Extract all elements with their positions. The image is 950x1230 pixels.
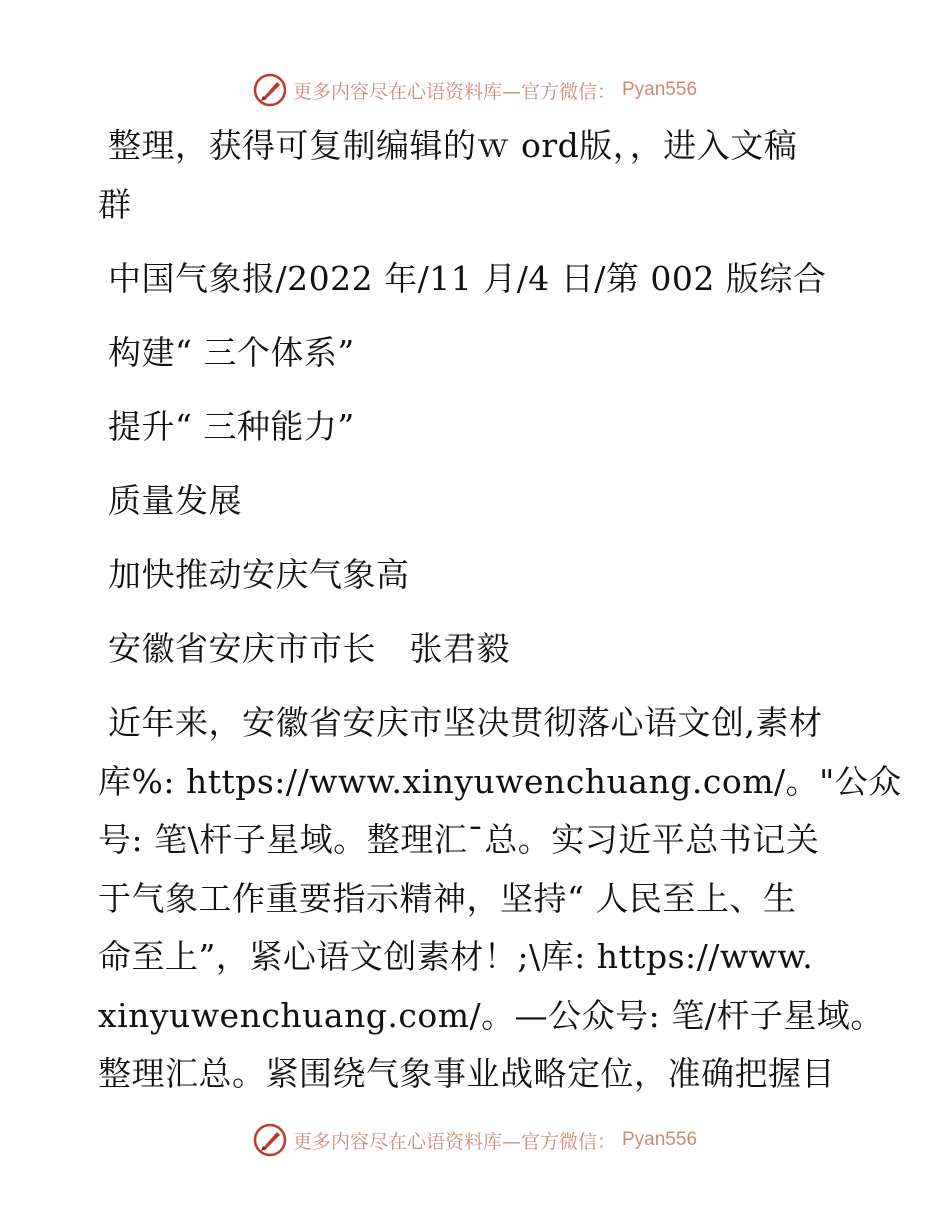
watermark-text: 更多内容尽在心语资料库—官方微信： bbox=[292, 80, 616, 103]
headline-line: 质量发展 bbox=[108, 481, 242, 520]
watermark-wechat-id: Pyan556 bbox=[622, 79, 698, 100]
quill-logo-icon bbox=[253, 1123, 287, 1157]
quill-logo-icon bbox=[253, 73, 287, 107]
text-line: 群 bbox=[98, 185, 132, 224]
body-text-line: xinyuwenchuang.com/。—公众号: 笔/杆子星域。 bbox=[98, 996, 884, 1035]
watermark-header bbox=[0, 72, 950, 108]
body-text-line: 于气象工作重要指示精神，坚持“ 人民至上、生 bbox=[98, 879, 797, 918]
watermark-text: 更多内容尽在心语资料库—官方微信： bbox=[292, 1130, 616, 1153]
body-text-line: 命至上”，紧心语文创素材！;\库: https://www. bbox=[98, 937, 814, 976]
watermark-footer bbox=[0, 1122, 950, 1158]
body-text-line: 近年来，安徽省安庆市坚决贯彻落心语文创,素材 bbox=[108, 703, 823, 742]
watermark-wechat-id: Pyan556 bbox=[622, 1129, 698, 1150]
headline-line: 构建“ 三个体系” bbox=[108, 333, 355, 372]
author-line: 安徽省安庆市市长 张君毅 bbox=[108, 629, 510, 668]
body-text-line: 库%: https://www.xinyuwenchuang.com/。"公众 bbox=[98, 762, 902, 801]
body-text-line: 号: 笔\杆子星域。整理汇¯总。实习近平总书记关 bbox=[98, 820, 820, 859]
text-line: 整理，获得可复制编辑的ｗ ord版，，进入文稿 bbox=[108, 126, 798, 165]
article-source: 中国气象报/2022 年/11 月/4 日/第 002 版综合 bbox=[108, 259, 827, 298]
headline-line: 加快推动安庆气象高 bbox=[108, 555, 410, 594]
headline-line: 提升“ 三种能力” bbox=[108, 407, 355, 446]
body-text-line: 整理汇总。紧围绕气象事业战略定位，准确把握目 bbox=[98, 1054, 835, 1093]
